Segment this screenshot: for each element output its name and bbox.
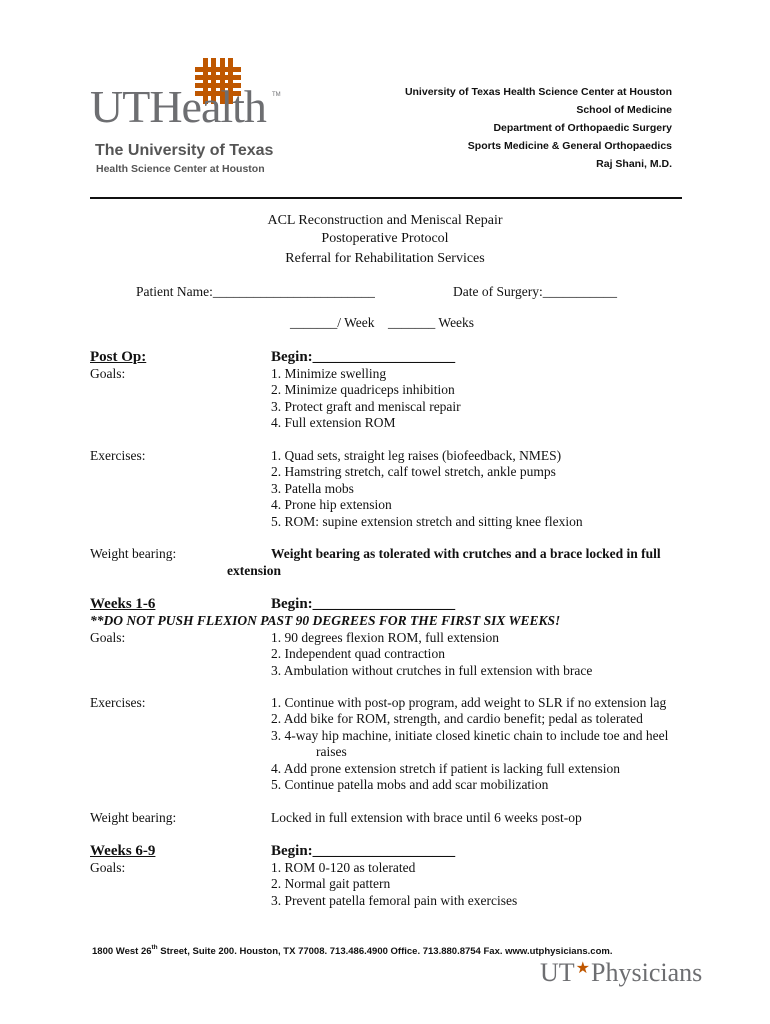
weeks-1-6-goals-label: Goals: <box>90 630 126 645</box>
list-item: 1. 90 degrees flexion ROM, full extension <box>271 630 499 645</box>
ut-physicians-logo <box>540 958 702 988</box>
list-item: 3. Ambulation without crutches in full extension with brace <box>271 662 593 678</box>
list-item: 2. Hamstring stretch, calf towel stretch, ankle pumps <box>271 464 556 480</box>
list-item: 4. Prone hip extension <box>271 497 392 513</box>
health-science-center: Health Science Center at Houston <box>96 163 265 175</box>
post-op-wb-text: Weight bearing as tolerated with crutches and a brace locked in full <box>271 546 661 561</box>
weeks-1-6-wb-text: Locked in full extension with brace until 6 weeks post-op <box>271 810 582 825</box>
patient-name-field[interactable]: Patient Name:________________________ <box>136 284 375 299</box>
weeks-1-6-wb-label: Weight bearing: <box>90 810 177 825</box>
header-line-2: School of Medicine <box>576 104 672 116</box>
list-item: 4. Add prone extension stretch if patient is lacking full extension <box>271 760 621 776</box>
header-line-1: University of Texas Health Science Center at Houston <box>404 86 672 98</box>
list-item: 2. Minimize quadriceps inhibition <box>271 382 455 398</box>
header-rule <box>90 197 682 199</box>
footer-address-part1: 1800 West 26 <box>92 946 152 957</box>
list-item: 4. Full extension ROM <box>271 415 396 431</box>
post-op-wb-label: Weight bearing: <box>90 546 177 561</box>
title-line-2: Postoperative Protocol <box>321 231 449 246</box>
weeks-1-6-begin[interactable]: Begin:___________________ <box>271 596 456 612</box>
weeks-6-9-begin[interactable]: Begin:___________________ <box>271 843 456 859</box>
ut-physicians-ut: UT <box>540 958 575 987</box>
list-item: 3. Protect graft and meniscal repair <box>271 398 461 414</box>
post-op-wb-text-cont: extension <box>227 563 281 578</box>
title-line-3: Referral for Rehabilitation Services <box>285 251 485 266</box>
trademark: TM <box>272 92 281 98</box>
post-op-goals-list <box>271 366 461 432</box>
list-item: 1. Quad sets, straight leg raises (biofeedback, NMES) <box>271 448 562 463</box>
weeks-6-9-heading: Weeks 6-9 <box>90 843 156 859</box>
post-op-goals-label: Goals: <box>90 366 126 381</box>
list-item: 2. Independent quad contraction <box>271 646 445 662</box>
weeks-1-6-exercises-label: Exercises: <box>90 695 146 710</box>
list-item: raises <box>316 744 347 760</box>
university-name: The University of Texas <box>95 142 274 159</box>
weeks-1-6-goals-list <box>271 630 592 679</box>
list-item: 2. Add bike for ROM, strength, and cardio benefit; pedal as tolerated <box>271 711 643 727</box>
list-item: 1. Minimize swelling <box>271 366 387 381</box>
weeks-6-9-goals-label: Goals: <box>90 860 126 875</box>
frequency-field[interactable]: _______/ Week _______ Weeks <box>290 315 475 330</box>
footer-ordinal: th <box>151 944 158 951</box>
list-item: 2. Normal gait pattern <box>271 876 391 892</box>
weeks-1-6-heading: Weeks 1-6 <box>90 596 156 612</box>
star-icon: ★ <box>575 960 591 977</box>
header-line-5: Raj Shani, M.D. <box>596 158 672 170</box>
header-line-3: Department of Orthopaedic Surgery <box>493 122 672 134</box>
post-op-heading: Post Op: <box>90 349 147 365</box>
list-item: 3. 4-way hip machine, initiate closed kinetic chain to include toe and heel <box>271 727 669 743</box>
uthealth-wordmark: UTHealth <box>90 81 266 132</box>
weeks-6-9-goals-list <box>271 860 517 909</box>
weeks-1-6-exercises-list <box>271 695 668 793</box>
post-op-exercises-label: Exercises: <box>90 448 146 463</box>
post-op-exercises-list <box>271 448 583 530</box>
footer-address-part2: Street, Suite 200. Houston, TX 77008. 713.486.4900 Office. 713.880.8754 Fax. www.utphysicians.com. <box>157 946 613 957</box>
date-of-surgery-field[interactable]: Date of Surgery:___________ <box>453 284 617 299</box>
title-line-1: ACL Reconstruction and Meniscal Repair <box>267 213 503 228</box>
post-op-begin[interactable]: Begin:___________________ <box>271 349 456 365</box>
list-item: 1. ROM 0-120 as tolerated <box>271 860 416 875</box>
ut-physicians-word: Physicians <box>591 958 703 987</box>
list-item: 5. ROM: supine extension stretch and sitting knee flexion <box>271 513 583 529</box>
flexion-warning: **DO NOT PUSH FLEXION PAST 90 DEGREES FOR THE FIRST SIX WEEKS! <box>90 613 561 628</box>
header-line-4: Sports Medicine & General Orthopaedics <box>467 140 672 152</box>
list-item: 3. Prevent patella femoral pain with exercises <box>271 892 518 908</box>
list-item: 3. Patella mobs <box>271 480 354 496</box>
footer-address <box>92 946 612 957</box>
list-item: 1. Continue with post-op program, add weight to SLR if no extension lag <box>271 695 667 710</box>
list-item: 5. Continue patella mobs and add scar mobilization <box>271 777 549 793</box>
